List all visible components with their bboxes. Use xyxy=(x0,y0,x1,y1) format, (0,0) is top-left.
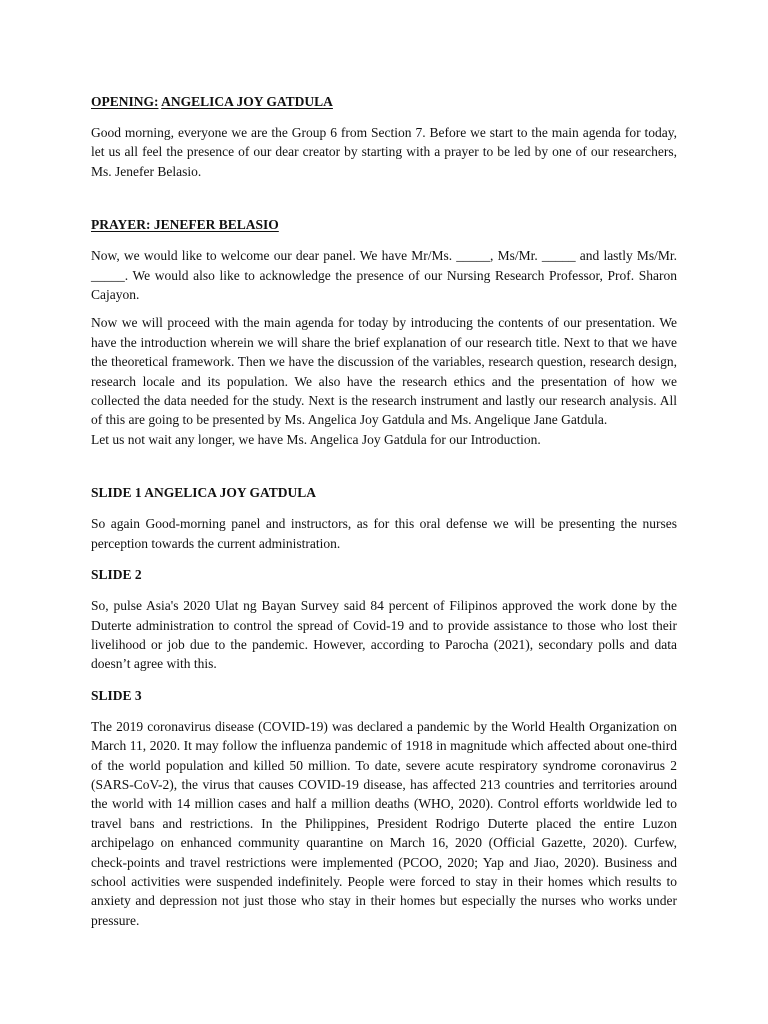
opening-paragraph: Good morning, everyone we are the Group 6 from Section 7. Before we start to the main agenda for today, let us all feel the presence of our dear creator by starting with a prayer to be led by one of our researchers, Ms. Jenefer Belasio. xyxy=(91,125,677,179)
prayer-heading-text: PRAYER: JENEFER BELASIO xyxy=(91,217,279,233)
slide3-heading: SLIDE 3 xyxy=(91,687,142,703)
prayer-paragraph-welcome: Now, we would like to welcome our dear panel. We have Mr/Ms. _____, Ms/Mr. _____ and lastly Ms/Mr. _____. We would also like to acknowledge the presence of our Nursing Research Professor, Prof. Sharon Cajayon. xyxy=(91,248,677,303)
prayer-heading xyxy=(91,215,677,234)
document-page xyxy=(91,92,677,930)
slide1-paragraph: So again Good-morning panel and instructors, as for this oral defense we will be presenting the nurses perception towards the current administration. xyxy=(91,516,677,551)
opening-speaker: ANGELICA JOY GATDULA xyxy=(161,94,333,109)
slide3-paragraph: The 2019 coronavirus disease (COVID-19) was declared a pandemic by the World Health Organization on March 11, 2020. It may follow the influenza pandemic of 1918 in magnitude which affected about one-third of the world population and killed 50 million. To date, severe acute respiratory syndrome coronavirus 2 (SARS-CoV-2), the virus that causes COVID-19 disease, has affected 213 countries and territories around the world with 14 million cases and half a million deaths (WHO, 2020). Control efforts worldwide led to travel bans and restrictions. In the Philippines, President Rodrigo Duterte placed the entire Luzon archipelago on enhanced community quarantine on March 16, 2020 (Official Gazette, 2020). Curfew, check-points and travel restrictions were implemented (PCOO, 2020; Yap and Jiao, 2020). Business and school activities were suspended indefinitely. People were forced to stay in their homes which results to anxiety and depression not just those who stay in their homes but especially the nurses who works under pressure. xyxy=(91,718,677,928)
slide2-paragraph: So, pulse Asia's 2020 Ulat ng Bayan Survey said 84 percent of Filipinos approved the work done by the Duterte administration to control the spread of Covid-19 and to provide assistance to those who lost their livelihood or job due to the pandemic. However, according to Parocha (2021), secondary polls and data doesn’t agree with this. xyxy=(91,598,677,672)
opening-label: OPENING: xyxy=(91,94,159,109)
slide1-heading: SLIDE 1 ANGELICA JOY GATDULA xyxy=(91,485,317,501)
prayer-paragraph-intro: Let us not wait any longer, we have Ms. Angelica Joy Gatdula for our Introduction. xyxy=(91,431,541,447)
prayer-paragraph-agenda: Now we will proceed with the main agenda for today by introducing the contents of our presentation. We have the introduction wherein we will share the brief explanation of our research title. Next to that we have the theoretical framework. Then we have the discussion of the variables, research question, research design, research locale and its population. We also have the research ethics and the presentation of how we collected the data needed for the study. Next is the research instrument and lastly our research analysis. All of this are going to be presented by Ms. Angelica Joy Gatdula and Ms. Angelique Jane Gatdula. xyxy=(91,315,677,428)
slide2-heading: SLIDE 2 xyxy=(91,567,142,583)
opening-heading xyxy=(91,92,677,111)
